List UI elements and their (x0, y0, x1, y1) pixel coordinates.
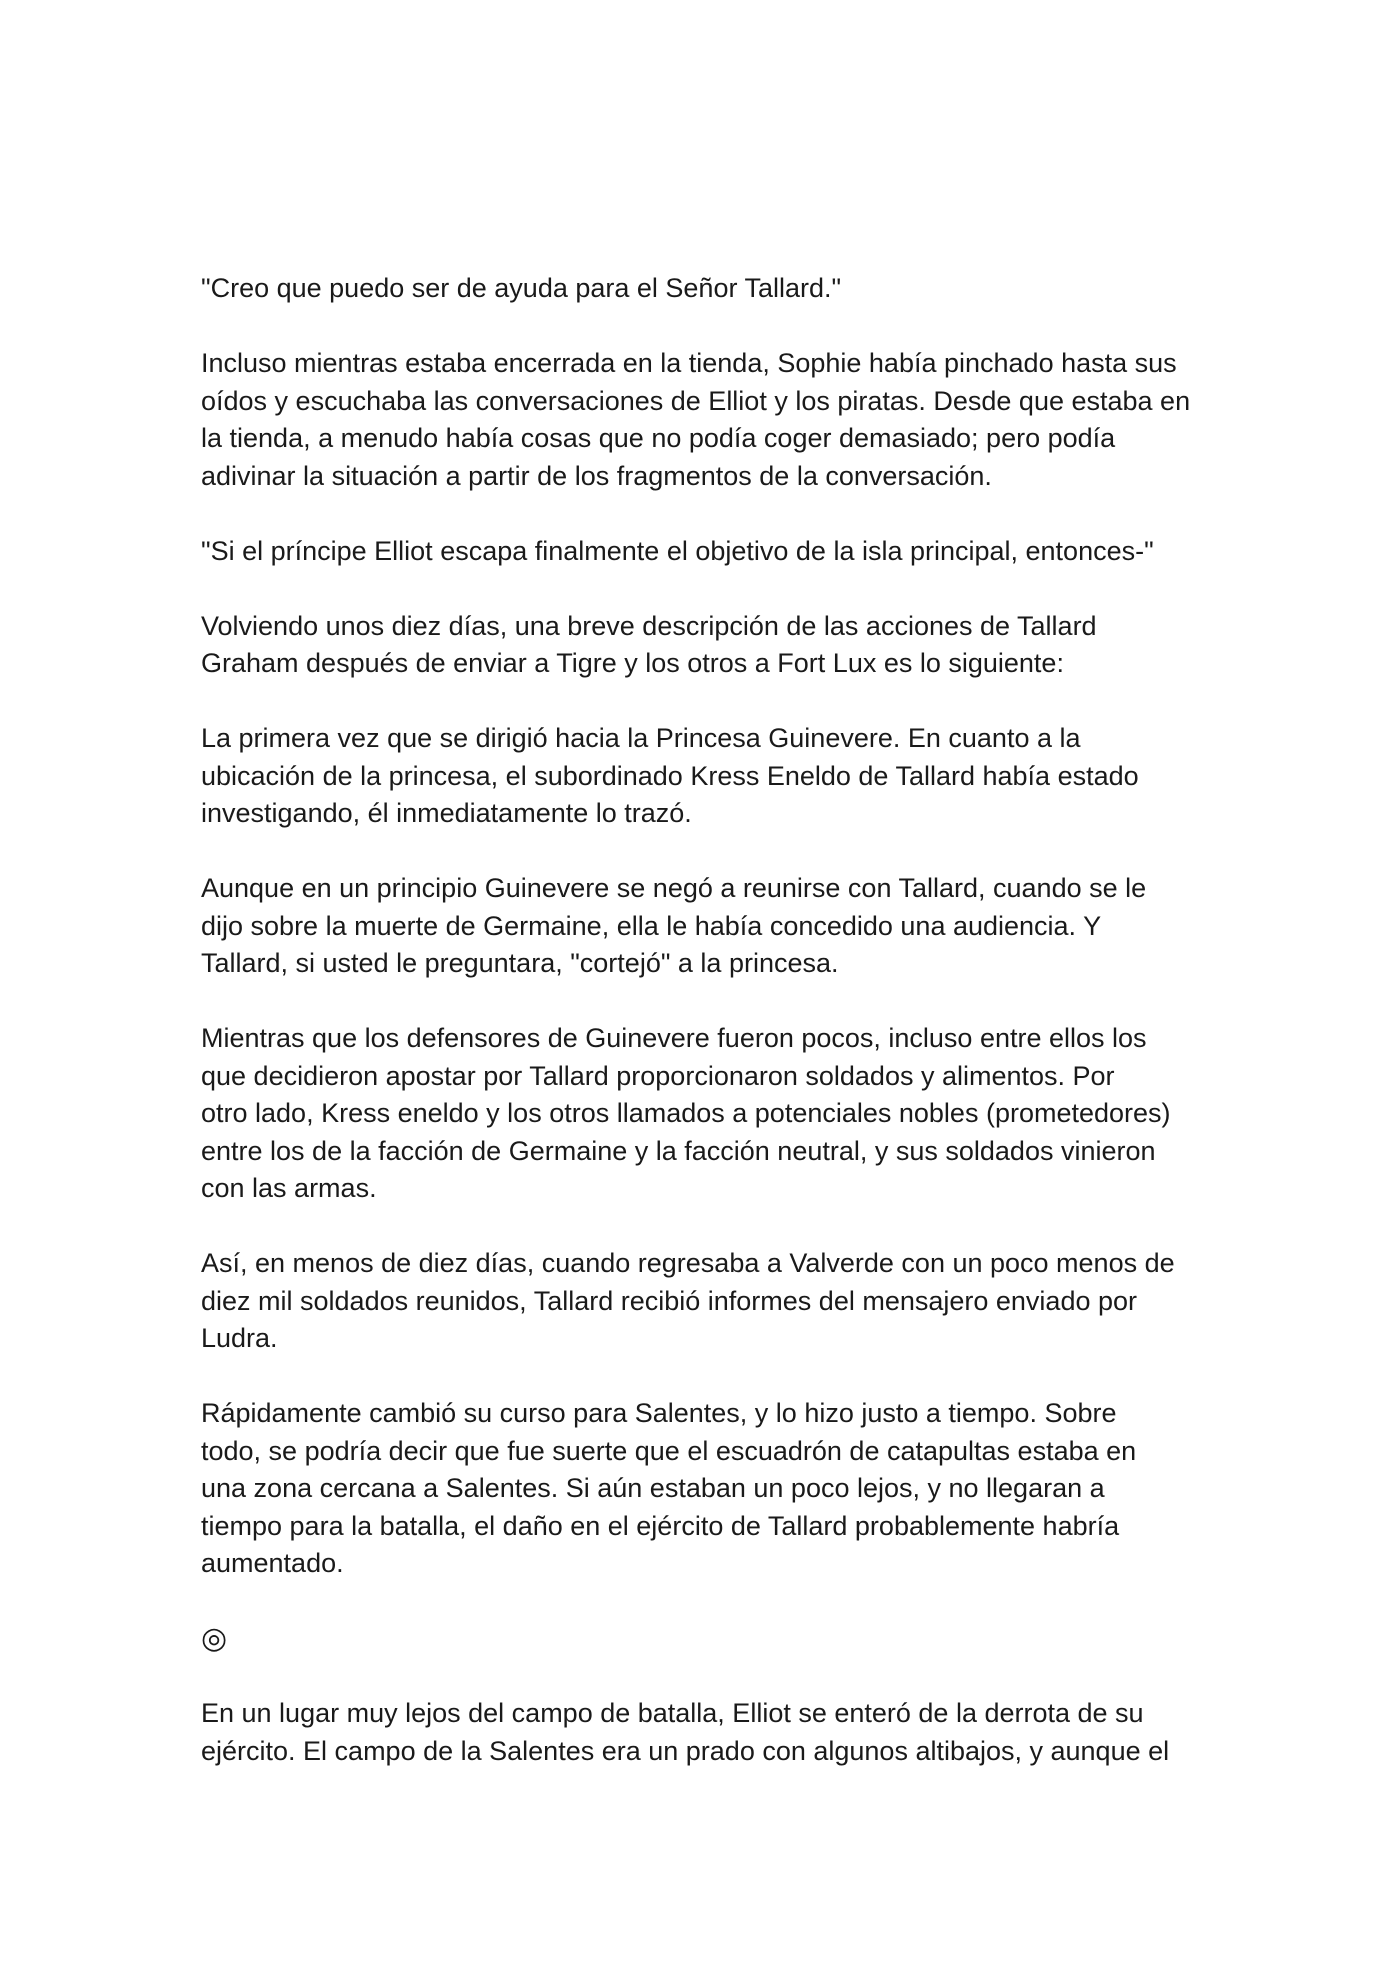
document-body (201, 270, 1211, 1808)
paragraph-elliot-defeat: En un lugar muy lejos del campo de batalla, Elliot se enteró de la derrota de su ejército. El campo de la Salentes era un prado con algunos altibajos, y aunque el (201, 1698, 1170, 1766)
paragraph-defenders: Mientras que los defensores de Guinevere fueron pocos, incluso entre ellos los que decidieron apostar por Tallard proporcionaron soldados y alimentos. Por otro lado, Kress eneldo y los otros llamados a potenciales nobles (prometedores) entre los de la facción de Germaine y la facción neutral, y sus soldados vinieron con las armas. (201, 1023, 1171, 1203)
paragraph-flashback: Volviendo unos diez días, una breve descripción de las acciones de Tallard Graham después de enviar a Tigre y los otros a Fort Lux es lo siguiente: (201, 610, 1097, 678)
paragraph-audience: Aunque en un principio Guinevere se negó a reunirse con Tallard, cuando se le dijo sobre la muerte de Germaine, ella le había concedido una audiencia. Y Tallard, si usted le preguntara, "cortejó" a la princesa. (201, 873, 1147, 978)
section-break-ornament: ◎ (201, 1622, 228, 1655)
paragraph-guinevere-location: La primera vez que se dirigió hacia la Princesa Guinevere. En cuanto a la ubicación de la princesa, el subordinado Kress Eneldo de Tallard había estado investigando, él inmediatamente lo trazó. (201, 723, 1139, 828)
paragraph-sophie-listening: Incluso mientras estaba encerrada en la tienda, Sophie había pinchado hasta sus oídos y escuchaba las conversaciones de Elliot y los piratas. Desde que estaba en la tienda, a menudo había cosas que no podía coger demasiado; pero podía adivinar la situación a partir de los fragmentos de la conversación. (201, 348, 1191, 491)
paragraph-return-valverde: Así, en menos de diez días, cuando regresaba a Valverde con un poco menos de diez mil soldados reunidos, Tallard recibió informes del mensajero enviado por Ludra. (201, 1248, 1175, 1353)
paragraph-salentes: Rápidamente cambió su curso para Salentes, y lo hizo justo a tiempo. Sobre todo, se podría decir que fue suerte que el escuadrón de catapultas estaba en una zona cercana a Salentes. Si aún estaban un poco lejos, y no llegaran a tiempo para la batalla, el daño en el ejército de Tallard probablemente habría aumentado. (201, 1398, 1137, 1578)
paragraph-quote-opening: "Creo que puedo ser de ayuda para el Señor Tallard." (201, 273, 842, 303)
paragraph-quote-elliot: "Si el príncipe Elliot escapa finalmente el objetivo de la isla principal, entonces-" (201, 535, 1154, 566)
